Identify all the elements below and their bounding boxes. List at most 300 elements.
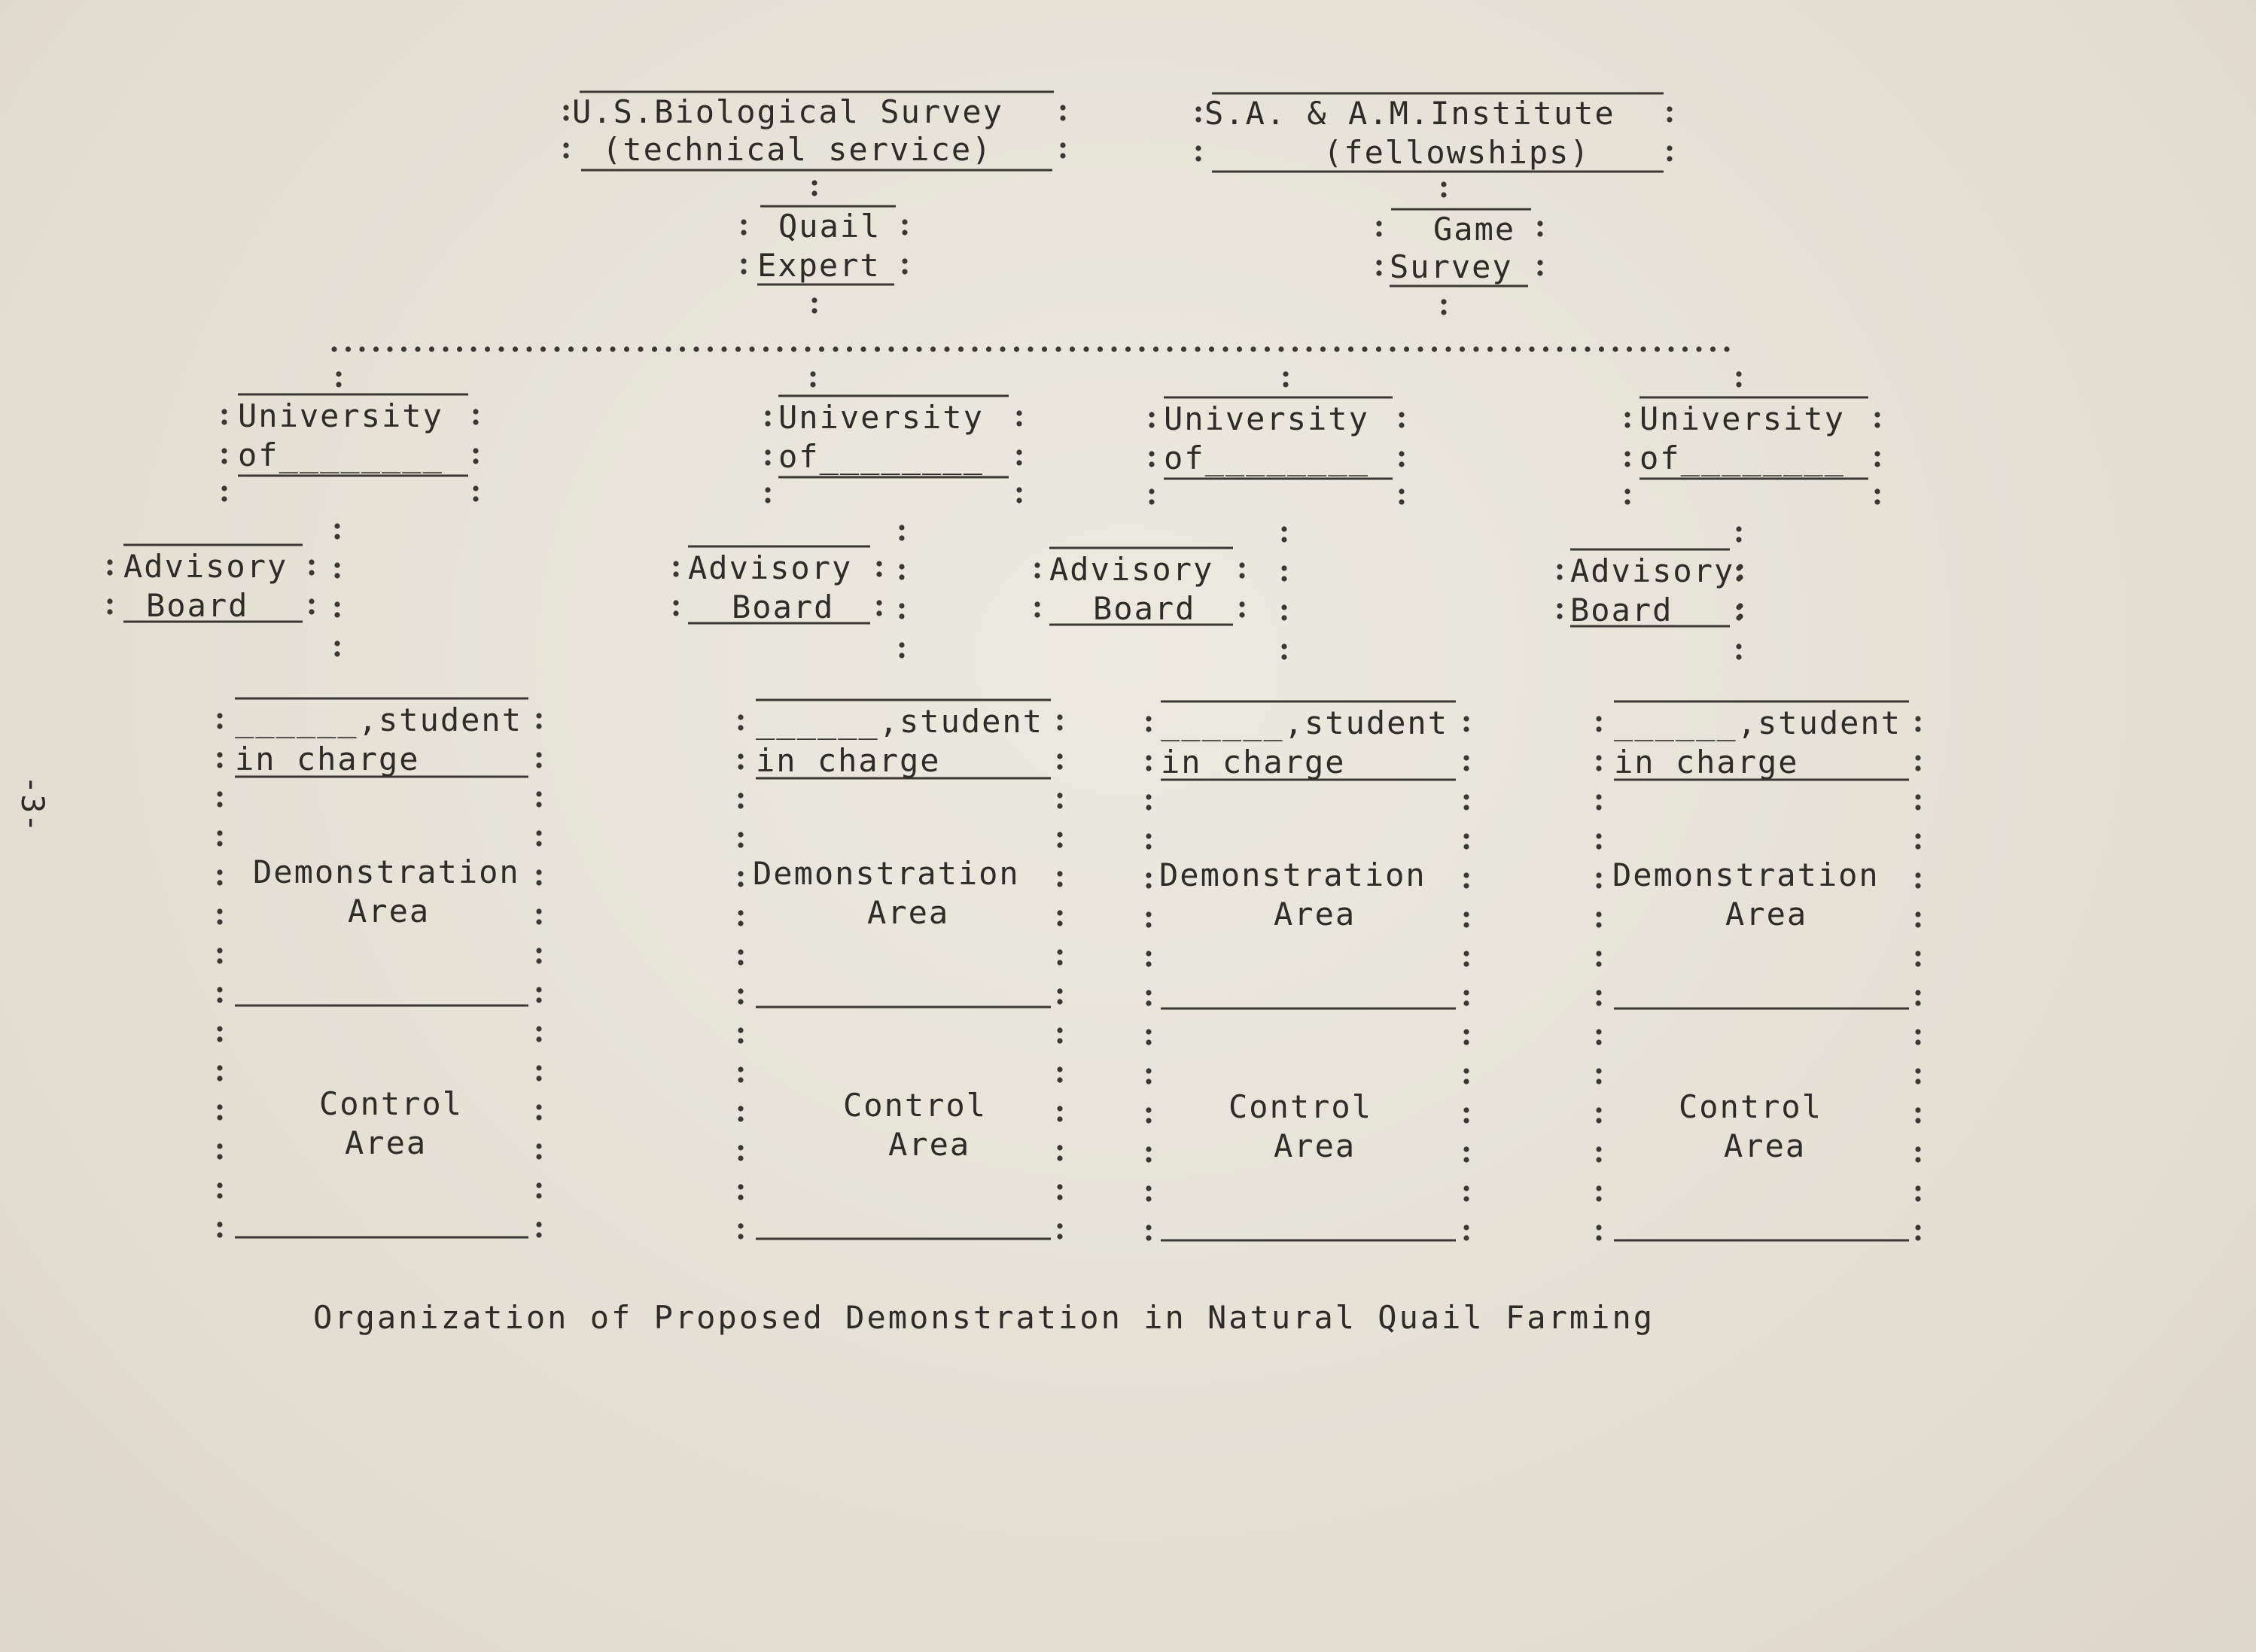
box-colon <box>902 230 907 235</box>
control-area-1-line2: Area <box>345 1124 428 1161</box>
distribution-line-dot <box>429 346 434 351</box>
university-4-connector <box>1736 382 1741 387</box>
distribution-line-dot <box>1501 346 1506 351</box>
box-colon <box>1537 231 1542 236</box>
advisory-board-4-line2: Board <box>1570 592 1673 628</box>
distribution-line-dot <box>1028 346 1033 351</box>
box-colon <box>738 1116 743 1121</box>
box-colon <box>765 410 770 415</box>
unit-1-connector <box>334 523 339 528</box>
box-colon <box>536 762 541 768</box>
box-colon <box>902 219 907 224</box>
box-colon <box>1060 105 1065 110</box>
box-colon <box>1057 1145 1062 1150</box>
box-colon <box>217 841 222 846</box>
box-colon <box>1596 951 1601 956</box>
box-colon <box>1195 117 1201 122</box>
box-colon <box>217 948 222 953</box>
student-1-line1: ______,student <box>235 701 523 738</box>
box-colon <box>1146 1029 1151 1034</box>
biological-survey-line1: U.S.Biological Survey <box>572 93 1004 130</box>
box-colon <box>1463 1107 1469 1112</box>
box-colon <box>1463 1185 1469 1191</box>
box-colon <box>1915 951 1920 956</box>
box-colon <box>1624 422 1630 427</box>
box-colon <box>1537 270 1542 275</box>
box-colon <box>1874 461 1880 467</box>
box-colon <box>536 1026 541 1031</box>
distribution-line-dot <box>498 346 504 351</box>
box-colon <box>1376 270 1381 275</box>
distribution-line-dot <box>610 346 615 351</box>
box-colon <box>1596 911 1601 917</box>
distribution-line-dot <box>1376 346 1381 351</box>
box-colon <box>536 958 541 963</box>
unit-4-connector <box>1736 526 1741 531</box>
distribution-line-dot <box>1655 346 1660 351</box>
unit-4-connector <box>1736 654 1741 659</box>
box-colon <box>1624 461 1630 467</box>
distribution-line-dot <box>415 346 420 351</box>
box-colon <box>1149 412 1154 417</box>
distribution-line-dot <box>652 346 657 351</box>
box-colon <box>673 610 678 616</box>
distribution-line-dot <box>1348 346 1353 351</box>
box-colon <box>1195 106 1201 111</box>
box-colon <box>765 497 770 503</box>
box-colon <box>1146 1235 1151 1240</box>
box-colon <box>1463 1000 1469 1005</box>
distribution-line-dot <box>1153 346 1158 351</box>
distribution-line-dot <box>1125 346 1131 351</box>
distribution-line-dot <box>1585 346 1590 351</box>
distribution-line-dot <box>526 346 531 351</box>
distribution-line-dot <box>1445 346 1451 351</box>
distribution-line-dot <box>540 346 546 351</box>
box-colon <box>309 598 314 604</box>
box-colon <box>1016 460 1021 465</box>
box-colon <box>1596 1118 1601 1123</box>
box-colon <box>1463 990 1469 995</box>
box-colon <box>1624 488 1630 494</box>
box-colon <box>1239 601 1244 607</box>
box-colon <box>1146 805 1151 810</box>
box-colon <box>1057 1184 1062 1189</box>
box-colon <box>738 871 743 876</box>
distribution-line-dot <box>1014 346 1019 351</box>
distribution-line-dot <box>763 346 769 351</box>
university-3-connector <box>1283 371 1288 376</box>
box-colon <box>1149 461 1154 467</box>
distribution-line-dot <box>1682 346 1688 351</box>
box-colon <box>1624 412 1630 417</box>
box-colon <box>1057 793 1062 798</box>
unit-3-connector <box>1281 565 1286 570</box>
control-area-1-line1: Control <box>319 1085 464 1122</box>
distribution-line-dot <box>833 346 838 351</box>
box-colon <box>473 485 478 491</box>
box-colon <box>1463 716 1469 721</box>
distribution-line-dot <box>624 346 629 351</box>
box-colon <box>1057 1234 1062 1239</box>
box-colon <box>1146 872 1151 878</box>
box-colon <box>107 559 112 564</box>
box-colon <box>1596 1185 1601 1191</box>
box-colon <box>738 1194 743 1200</box>
box-colon <box>765 421 770 426</box>
chart-caption: Organization of Proposed Demonstration in Natural Quail Farming <box>313 1299 1655 1336</box>
box-colon <box>876 610 881 616</box>
unit-3-connector <box>1281 604 1286 610</box>
box-colon <box>876 561 881 566</box>
box-colon <box>1057 1038 1062 1043</box>
box-colon <box>536 919 541 924</box>
distribution-line-dot <box>1529 346 1534 351</box>
box-colon <box>1596 922 1601 927</box>
box-colon <box>1057 881 1062 887</box>
distribution-line-dot <box>1139 346 1144 351</box>
distribution-line-dot <box>1334 346 1339 351</box>
distribution-line-dot <box>470 346 476 351</box>
unit-1-connector <box>334 601 339 607</box>
distribution-line-dot <box>346 346 351 351</box>
box-colon <box>536 997 541 1002</box>
box-colon <box>1596 1146 1601 1152</box>
box-colon <box>741 219 746 224</box>
box-colon <box>1596 805 1601 810</box>
unit-4-connector <box>1736 643 1741 649</box>
box-colon <box>536 830 541 835</box>
distribution-line-dot <box>1083 346 1088 351</box>
box-colon <box>1915 1079 1920 1084</box>
box-colon <box>1915 1235 1920 1240</box>
box-colon <box>1915 1196 1920 1201</box>
box-colon <box>738 793 743 798</box>
unit-1-connector <box>334 651 339 656</box>
box-colon <box>1596 1196 1601 1201</box>
distribution-line-dot <box>1599 346 1604 351</box>
box-colon <box>1195 145 1201 151</box>
box-colon <box>1915 833 1920 838</box>
box-colon <box>536 1065 541 1070</box>
box-colon <box>1596 872 1601 878</box>
box-colon <box>217 713 222 718</box>
distribution-line-dot <box>1181 346 1186 351</box>
unit-4-connector <box>1736 565 1741 570</box>
box-colon <box>217 802 222 807</box>
distribution-line-dot <box>1222 346 1228 351</box>
box-colon <box>738 1234 743 1239</box>
box-colon <box>1874 422 1880 427</box>
distribution-line-dot <box>1209 346 1214 351</box>
box-colon <box>876 571 881 577</box>
box-colon <box>738 1077 743 1082</box>
box-colon <box>1016 449 1021 455</box>
connector-colon <box>811 190 817 196</box>
student-1-line2: in charge <box>235 741 420 777</box>
box-colon <box>1463 1068 1469 1073</box>
box-colon <box>1146 1157 1151 1162</box>
box-colon <box>1596 1079 1601 1084</box>
unit-1-connector <box>334 640 339 646</box>
box-colon <box>309 570 314 575</box>
box-colon <box>1463 1079 1469 1084</box>
advisory-board-3-line1: Advisory <box>1049 551 1214 588</box>
box-colon <box>1057 725 1062 730</box>
university-4-line1: University <box>1639 400 1845 437</box>
distribution-line-dot <box>708 346 713 351</box>
box-colon <box>107 598 112 604</box>
box-colon <box>1146 1079 1151 1084</box>
box-colon <box>563 115 568 120</box>
box-colon <box>1034 562 1040 567</box>
box-colon <box>217 791 222 796</box>
box-colon <box>765 460 770 465</box>
box-colon <box>221 458 227 464</box>
distribution-line-dot <box>1055 346 1061 351</box>
student-2-line2: in charge <box>756 742 941 779</box>
box-colon <box>1915 961 1920 966</box>
box-colon <box>1915 872 1920 878</box>
box-colon <box>1146 765 1151 771</box>
unit-4-connector <box>1736 604 1741 610</box>
distribution-line-dot <box>1292 346 1298 351</box>
box-colon <box>1463 794 1469 799</box>
box-colon <box>217 1193 222 1198</box>
student-4-line1: ______,student <box>1614 704 1902 741</box>
box-colon <box>1624 451 1630 456</box>
demonstration-area-1-line1: Demonstration <box>253 853 520 890</box>
box-colon <box>1915 911 1920 917</box>
distribution-line-dot <box>777 346 782 351</box>
demonstration-area-3-line2: Area <box>1274 896 1356 932</box>
box-colon <box>1016 497 1021 503</box>
box-colon <box>1239 573 1244 578</box>
university-3-line2: of________ <box>1164 440 1369 476</box>
box-colon <box>1057 949 1062 954</box>
box-colon <box>107 570 112 575</box>
box-colon <box>1463 833 1469 838</box>
unit-3-connector <box>1281 576 1286 581</box>
box-colon <box>1915 922 1920 927</box>
box-colon <box>1016 410 1021 415</box>
distribution-line-dot <box>1417 346 1423 351</box>
box-colon <box>1463 922 1469 927</box>
distribution-line-dot <box>359 346 364 351</box>
box-colon <box>1874 499 1880 504</box>
distribution-line-dot <box>860 346 866 351</box>
quail-expert-line2: Expert <box>757 247 881 284</box>
box-colon <box>1146 716 1151 721</box>
unit-2-connector <box>899 525 904 530</box>
box-colon <box>902 258 907 263</box>
box-colon <box>309 609 314 614</box>
unit-4-connector <box>1736 537 1741 542</box>
university-2-line1: University <box>778 399 984 436</box>
distribution-line-dot <box>1390 346 1395 351</box>
box-colon <box>536 908 541 914</box>
box-colon <box>221 409 227 414</box>
box-colon <box>1915 716 1920 721</box>
box-colon <box>1399 451 1404 456</box>
box-colon <box>1915 726 1920 732</box>
unit-2-connector <box>899 603 904 608</box>
box-colon <box>1463 1118 1469 1123</box>
box-colon <box>1146 883 1151 888</box>
box-colon <box>1596 833 1601 838</box>
unit-1-connector <box>334 562 339 567</box>
box-colon <box>217 958 222 963</box>
university-1-connector <box>336 382 341 387</box>
box-colon <box>1146 844 1151 849</box>
box-colon <box>1537 221 1542 226</box>
control-area-3-line1: Control <box>1228 1088 1373 1125</box>
distribution-line-dot <box>680 346 685 351</box>
box-colon <box>1537 260 1542 265</box>
unit-3-connector <box>1281 526 1286 531</box>
box-colon <box>1915 1107 1920 1112</box>
connector-colon <box>811 297 817 303</box>
box-colon <box>738 920 743 926</box>
box-colon <box>738 960 743 965</box>
box-colon <box>1915 805 1920 810</box>
box-colon <box>1057 1223 1062 1228</box>
box-colon <box>738 764 743 769</box>
unit-3-connector <box>1281 654 1286 659</box>
student-2-line1: ______,student <box>756 703 1044 740</box>
box-colon <box>1596 755 1601 760</box>
box-colon <box>738 714 743 720</box>
box-colon <box>1557 574 1562 580</box>
university-3-line1: University <box>1164 400 1369 437</box>
box-colon <box>738 988 743 993</box>
distribution-line-dot <box>1167 346 1172 351</box>
box-colon <box>1557 603 1562 608</box>
box-colon <box>1146 990 1151 995</box>
box-colon <box>1596 1107 1601 1112</box>
box-colon <box>1057 842 1062 847</box>
box-colon <box>738 1066 743 1072</box>
demonstration-area-2-line2: Area <box>867 894 950 931</box>
box-colon <box>1376 260 1381 265</box>
box-colon <box>1874 412 1880 417</box>
box-colon <box>1915 1118 1920 1123</box>
box-colon <box>563 105 568 110</box>
box-colon <box>1915 755 1920 760</box>
demonstration-area-3-line1: Demonstration <box>1159 856 1426 893</box>
box-colon <box>217 1182 222 1188</box>
box-colon <box>741 230 746 235</box>
box-colon <box>1463 872 1469 878</box>
box-colon <box>536 802 541 807</box>
box-colon <box>738 1027 743 1033</box>
distribution-line-dot <box>331 346 336 351</box>
advisory-board-3-line2: Board <box>1093 590 1196 627</box>
box-colon <box>217 830 222 835</box>
box-colon <box>1463 961 1469 966</box>
distribution-line-dot <box>875 346 880 351</box>
control-area-2-line1: Control <box>843 1087 988 1124</box>
distribution-line-dot <box>1265 346 1270 351</box>
box-colon <box>1915 883 1920 888</box>
box-colon <box>1399 461 1404 467</box>
university-4-connector <box>1736 371 1741 376</box>
box-colon <box>1146 833 1151 838</box>
box-colon <box>1239 612 1244 617</box>
box-colon <box>1057 988 1062 993</box>
box-colon <box>1239 562 1244 567</box>
quail-expert-line1: Quail <box>778 208 881 245</box>
box-colon <box>1596 794 1601 799</box>
box-colon <box>473 496 478 501</box>
box-colon <box>1057 920 1062 926</box>
box-colon <box>536 752 541 757</box>
box-colon <box>1146 1118 1151 1123</box>
demonstration-area-2-line1: Demonstration <box>753 855 1020 892</box>
box-colon <box>1596 844 1601 849</box>
advisory-board-1-line2: Board <box>146 587 249 624</box>
box-colon <box>1915 1000 1920 1005</box>
distribution-line-dot <box>1612 346 1618 351</box>
student-3-line2: in charge <box>1161 744 1346 780</box>
box-colon <box>738 725 743 730</box>
distribution-line-dot <box>401 346 406 351</box>
box-colon <box>1146 961 1151 966</box>
box-colon <box>473 448 478 453</box>
distribution-line-dot <box>1696 346 1701 351</box>
distribution-line-dot <box>693 346 699 351</box>
box-colon <box>1057 714 1062 720</box>
unit-2-connector <box>899 653 904 658</box>
box-colon <box>1596 1235 1601 1240</box>
box-colon <box>1463 755 1469 760</box>
advisory-board-2-line2: Board <box>732 589 835 625</box>
box-colon <box>536 1193 541 1198</box>
distribution-line-dot <box>1320 346 1326 351</box>
box-colon <box>1463 765 1469 771</box>
box-colon <box>1034 573 1040 578</box>
distribution-line-dot <box>944 346 949 351</box>
box-colon <box>536 1182 541 1188</box>
connector-colon <box>811 180 817 185</box>
box-colon <box>217 919 222 924</box>
box-colon <box>1399 412 1404 417</box>
box-colon <box>221 419 227 424</box>
distribution-line-dot <box>1640 346 1646 351</box>
distribution-line-dot <box>1098 346 1103 351</box>
distribution-line-dot <box>1515 346 1521 351</box>
box-colon <box>1915 1146 1920 1152</box>
box-colon <box>536 1104 541 1109</box>
box-colon <box>1915 765 1920 771</box>
control-area-3-line2: Area <box>1274 1127 1356 1164</box>
unit-1-connector <box>334 573 339 578</box>
box-colon <box>107 609 112 614</box>
box-colon <box>1915 1157 1920 1162</box>
control-area-2-line2: Area <box>888 1126 971 1163</box>
distribution-line-dot <box>582 346 587 351</box>
game-survey-line1: Game <box>1433 211 1516 248</box>
box-colon <box>673 600 678 605</box>
student-3-line1: ______,student <box>1161 704 1449 741</box>
unit-4-connector <box>1736 615 1741 620</box>
box-colon <box>217 869 222 875</box>
box-colon <box>473 409 478 414</box>
box-colon <box>1060 153 1065 158</box>
box-colon <box>536 1232 541 1237</box>
box-colon <box>217 1026 222 1031</box>
distribution-line-dot <box>1070 346 1075 351</box>
